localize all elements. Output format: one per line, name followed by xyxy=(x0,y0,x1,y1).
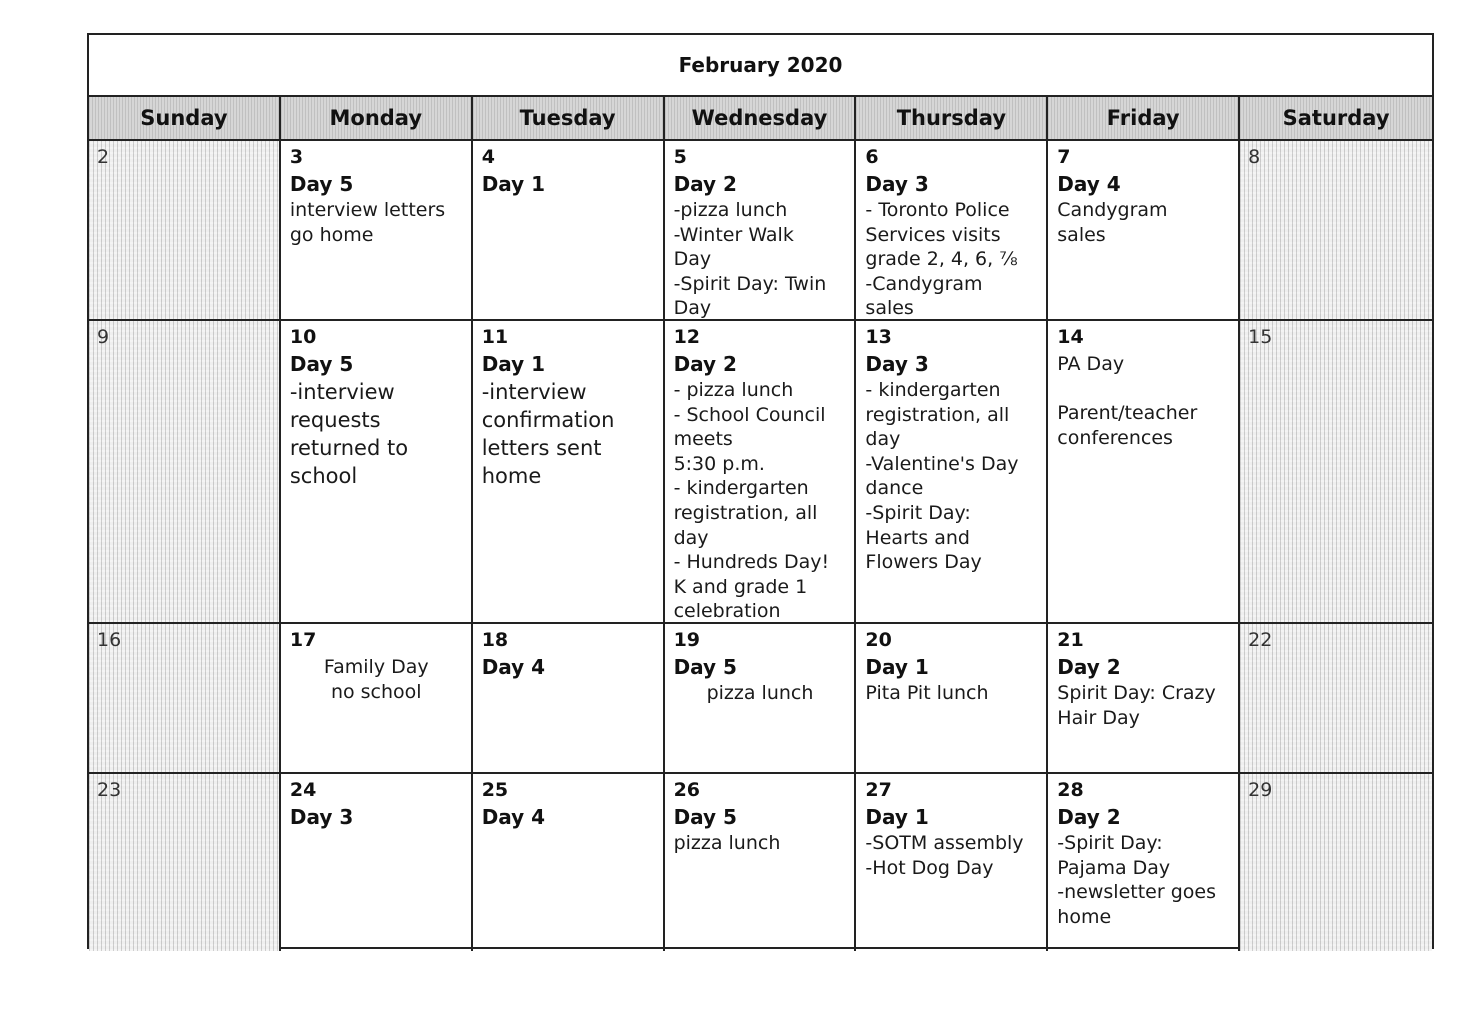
day-notes: pizza lunch xyxy=(673,832,781,854)
date-number: 21 xyxy=(1057,629,1084,651)
day-cell xyxy=(856,321,1048,622)
day-cell xyxy=(1048,141,1240,319)
date-number: 24 xyxy=(289,779,317,801)
date-number: 20 xyxy=(865,629,892,651)
day-notes: Pita Pit lunch xyxy=(865,682,989,704)
week-row xyxy=(89,624,1432,774)
week-row xyxy=(89,321,1432,624)
day-cell xyxy=(473,141,665,319)
week-row xyxy=(89,774,1432,951)
day-cell xyxy=(856,624,1048,772)
rotation-day-label: Day 5 xyxy=(289,172,354,196)
day-notes: -pizza lunch -Winter Walk Day -Spirit Day: Twin Day xyxy=(673,199,827,319)
date-number: 2 xyxy=(97,146,110,168)
weekday-header-thursday: Thursday xyxy=(856,97,1048,139)
date-number: 12 xyxy=(673,326,701,348)
day-notes: -Spirit Day: Pajama Day -newsletter goes home xyxy=(1057,832,1216,928)
weekday-header-friday: Friday xyxy=(1048,97,1240,139)
calendar-weeks xyxy=(89,141,1432,951)
rotation-day-label: Day 2 xyxy=(1057,655,1121,679)
rotation-day-label: Day 5 xyxy=(289,352,354,376)
date-number: 25 xyxy=(481,779,509,801)
day-cell xyxy=(665,321,857,622)
day-cell xyxy=(281,774,473,951)
day-cell-weekend xyxy=(89,141,281,319)
day-cell-weekend xyxy=(1240,624,1432,772)
calendar-title: February 2020 xyxy=(89,35,1432,97)
day-cell xyxy=(473,774,665,951)
weekday-header-wednesday: Wednesday xyxy=(665,97,857,139)
rotation-day-label: Day 3 xyxy=(865,172,929,196)
date-number: 8 xyxy=(1248,146,1261,168)
calendar-table xyxy=(87,33,1434,949)
day-notes: -SOTM assembly -Hot Dog Day xyxy=(865,832,1024,879)
date-number: 6 xyxy=(865,146,879,168)
date-number: 18 xyxy=(481,629,509,651)
date-number: 23 xyxy=(97,779,122,801)
day-notes: pizza lunch xyxy=(706,682,814,704)
date-number: 4 xyxy=(481,146,495,168)
date-number: 17 xyxy=(289,629,317,651)
day-notes: Family Day no school xyxy=(323,656,429,703)
day-cell-weekend xyxy=(89,774,281,951)
day-notes: - pizza lunch - School Council meets 5:30 p.m. - kindergarten registration, all day - Hundreds Day! K and grade 1 celebration xyxy=(673,379,830,622)
day-notes: PA Day Parent/teacher conferences xyxy=(1057,353,1198,449)
day-cell xyxy=(281,321,473,622)
day-notes: - kindergarten registration, all day -Valentine's Day dance -Spirit Day: Hearts and Flowers Day xyxy=(865,379,1019,574)
day-cell xyxy=(665,774,857,951)
rotation-day-label: Day 4 xyxy=(481,805,546,829)
day-cell xyxy=(856,141,1048,319)
rotation-day-label: Day 5 xyxy=(673,805,737,829)
date-number: 3 xyxy=(289,146,304,168)
day-cell xyxy=(473,624,665,772)
rotation-day-label: Day 1 xyxy=(481,352,546,376)
day-notes: - Toronto Police Services visits grade 2, 4, 6, ⅞ -Candygram sales xyxy=(865,199,1018,319)
date-number: 7 xyxy=(1057,146,1071,168)
date-number: 14 xyxy=(1057,326,1084,348)
date-number: 13 xyxy=(865,326,892,348)
weekday-header-tuesday: Tuesday xyxy=(473,97,665,139)
day-cell-weekend xyxy=(1240,321,1432,622)
rotation-day-label: Day 4 xyxy=(1057,172,1121,196)
day-cell xyxy=(1048,774,1240,951)
date-number: 9 xyxy=(97,326,110,348)
date-number: 19 xyxy=(673,629,701,651)
weekday-header-saturday: Saturday xyxy=(1240,97,1432,139)
day-cell xyxy=(473,321,665,622)
day-cell-weekend xyxy=(89,624,281,772)
day-cell-weekend xyxy=(1240,774,1432,951)
day-cell xyxy=(281,141,473,319)
rotation-day-label: Day 5 xyxy=(673,655,737,679)
rotation-day-label: Day 4 xyxy=(481,655,546,679)
rotation-day-label: Day 1 xyxy=(865,805,929,829)
date-number: 15 xyxy=(1248,326,1273,348)
rotation-day-label: Day 2 xyxy=(673,172,737,196)
day-cell xyxy=(1048,624,1240,772)
weekday-header-sunday: Sunday xyxy=(89,97,281,139)
day-cell xyxy=(665,141,857,319)
weekday-header-row xyxy=(89,97,1432,141)
rotation-day-label: Day 1 xyxy=(481,172,546,196)
day-cell xyxy=(856,774,1048,951)
day-notes: -interview requests returned to school xyxy=(289,380,409,488)
date-number: 29 xyxy=(1248,779,1273,801)
day-cell xyxy=(1048,321,1240,622)
day-cell xyxy=(665,624,857,772)
week-row xyxy=(89,141,1432,321)
day-notes: interview letters go home xyxy=(289,199,446,246)
date-number: 5 xyxy=(673,146,687,168)
rotation-day-label: Day 2 xyxy=(673,352,737,376)
day-notes: Spirit Day: Crazy Hair Day xyxy=(1057,682,1216,729)
date-number: 11 xyxy=(481,326,509,348)
rotation-day-label: Day 2 xyxy=(1057,805,1121,829)
day-cell xyxy=(281,624,473,772)
weekday-header-monday: Monday xyxy=(281,97,473,139)
rotation-day-label: Day 3 xyxy=(865,352,929,376)
date-number: 27 xyxy=(865,779,892,801)
day-notes: Candygram sales xyxy=(1057,199,1168,246)
date-number: 28 xyxy=(1057,779,1084,801)
day-cell-weekend xyxy=(1240,141,1432,319)
date-number: 22 xyxy=(1248,629,1273,651)
date-number: 16 xyxy=(97,629,122,651)
date-number: 10 xyxy=(289,326,317,348)
day-cell-weekend xyxy=(89,321,281,622)
date-number: 26 xyxy=(673,779,701,801)
rotation-day-label: Day 1 xyxy=(865,655,929,679)
rotation-day-label: Day 3 xyxy=(289,805,354,829)
day-notes: -interview confirmation letters sent home xyxy=(481,380,615,488)
